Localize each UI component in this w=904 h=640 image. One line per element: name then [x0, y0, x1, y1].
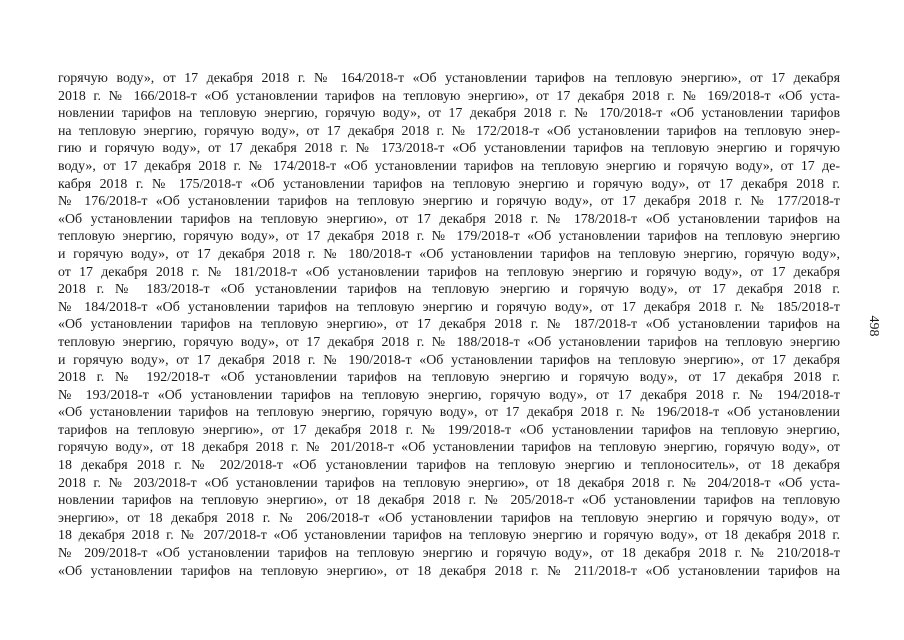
text-line: «Об установлении тарифов на тепловую энергию», от 18 декабря 2018 г. № 211/2018-т «Об установлении тарифов на	[58, 563, 840, 579]
page-number: 498	[866, 315, 881, 337]
text-line: 2018 г. № 192/2018-т «Об установлении тарифов на тепловую энергию и горячую воду», от 17 декабря 2018 г.	[58, 370, 840, 386]
text-line: 2018 г. № 183/2018-т «Об установлении тарифов на тепловую энергию и горячую воду», от 17 декабря 2018 г.	[58, 282, 840, 298]
text-line: 2018 г. № 203/2018-т «Об установлении тарифов на тепловую энергию», от 18 декабря 2018 г. № 204/2018-т «Об уста-	[58, 475, 840, 491]
text-line: 2018 г. № 166/2018-т «Об установлении тарифов на тепловую энергию», от 17 декабря 2018 г. № 169/2018-т «Об уста-	[58, 88, 840, 104]
text-line: воду», от 17 декабря 2018 г. № 174/2018-т «Об установлении тарифов на тепловую энергию и горячую воду», от 17 де-	[58, 158, 840, 174]
text-line: «Об установлении тарифов на тепловую энергию», от 17 декабря 2018 г. № 187/2018-т «Об установлении тарифов на	[58, 317, 840, 333]
text-line: горячую воду», от 17 декабря 2018 г. № 164/2018-т «Об установлении тарифов на тепловую энергию», от 17 декабря	[58, 71, 840, 86]
text-line: новлении тарифов на тепловую энергию, горячую воду», от 17 декабря 2018 г. № 170/2018-т «Об установлении тарифов	[58, 106, 840, 122]
text-line: горячую воду», от 18 декабря 2018 г. № 201/2018-т «Об установлении тарифов на тепловую энергию, горячую воду», от	[58, 440, 840, 456]
text-line: и горячую воду», от 17 декабря 2018 г. № 190/2018-т «Об установлении тарифов на тепловую энергию», от 17 декабря	[58, 352, 840, 368]
text-line: «Об установлении тарифов на тепловую энергию, горячую воду», от 17 декабря 2018 г. № 196/2018-т «Об установлении	[58, 405, 840, 421]
text-line: и горячую воду», от 17 декабря 2018 г. № 180/2018-т «Об установлении тарифов на тепловую энергию, горячую воду»,	[58, 246, 840, 262]
text-line: № 176/2018-т «Об установлении тарифов на тепловую энергию и горячую воду», от 17 декабря 2018 г. № 177/2018-т	[58, 194, 840, 210]
body-text	[58, 70, 840, 580]
text-line: 18 декабря 2018 г. № 202/2018-т «Об установлении тарифов на тепловую энергию и теплоноситель», от 18 декабря	[58, 458, 840, 474]
text-line: «Об установлении тарифов на тепловую энергию», от 17 декабря 2018 г. № 178/2018-т «Об установлении тарифов на	[58, 211, 840, 227]
text-line: тепловую энергию, горячую воду», от 17 декабря 2018 г. № 188/2018-т «Об установлении тарифов на тепловую энергию	[58, 334, 840, 350]
text-line: на тепловую энергию, горячую воду», от 17 декабря 2018 г. № 172/2018-т «Об установлении тарифов на тепловую энер-	[58, 123, 840, 139]
text-line: энергию», от 18 декабря 2018 г. № 206/2018-т «Об установлении тарифов на тепловую энергию и горячую воду», от	[58, 510, 840, 526]
text-line: № 209/2018-т «Об установлении тарифов на тепловую энергию и горячую воду», от 18 декабря 2018 г. № 210/2018-т	[58, 546, 840, 562]
text-line: тепловую энергию, горячую воду», от 17 декабря 2018 г. № 179/2018-т «Об установлении тарифов на тепловую энергию	[58, 229, 840, 245]
text-line: № 193/2018-т «Об установлении тарифов на тепловую энергию, горячую воду», от 17 декабря 2018 г. № 194/2018-т	[58, 387, 840, 403]
text-line: тарифов на тепловую энергию», от 17 декабря 2018 г. № 199/2018-т «Об установлении тарифов на тепловую энергию,	[58, 422, 840, 438]
text-line: от 17 декабря 2018 г. № 181/2018-т «Об установлении тарифов на тепловую энергию и горячую воду», от 17 декабря	[58, 264, 840, 280]
text-line: № 184/2018-т «Об установлении тарифов на тепловую энергию и горячую воду», от 17 декабря 2018 г. № 185/2018-т	[58, 299, 840, 315]
text-line: 18 декабря 2018 г. № 207/2018-т «Об установлении тарифов на тепловую энергию и горячую воду», от 18 декабря 2018 г.	[58, 528, 840, 544]
text-line: гию и горячую воду», от 17 декабря 2018 г. № 173/2018-т «Об установлении тарифов на тепловую энергию и горячую	[58, 141, 840, 157]
text-line: новлении тарифов на тепловую энергию», от 18 декабря 2018 г. № 205/2018-т «Об установлении тарифов на тепловую	[58, 493, 840, 509]
text-line: кабря 2018 г. № 175/2018-т «Об установлении тарифов на тепловую энергию и горячую воду», от 17 декабря 2018 г.	[58, 176, 840, 192]
